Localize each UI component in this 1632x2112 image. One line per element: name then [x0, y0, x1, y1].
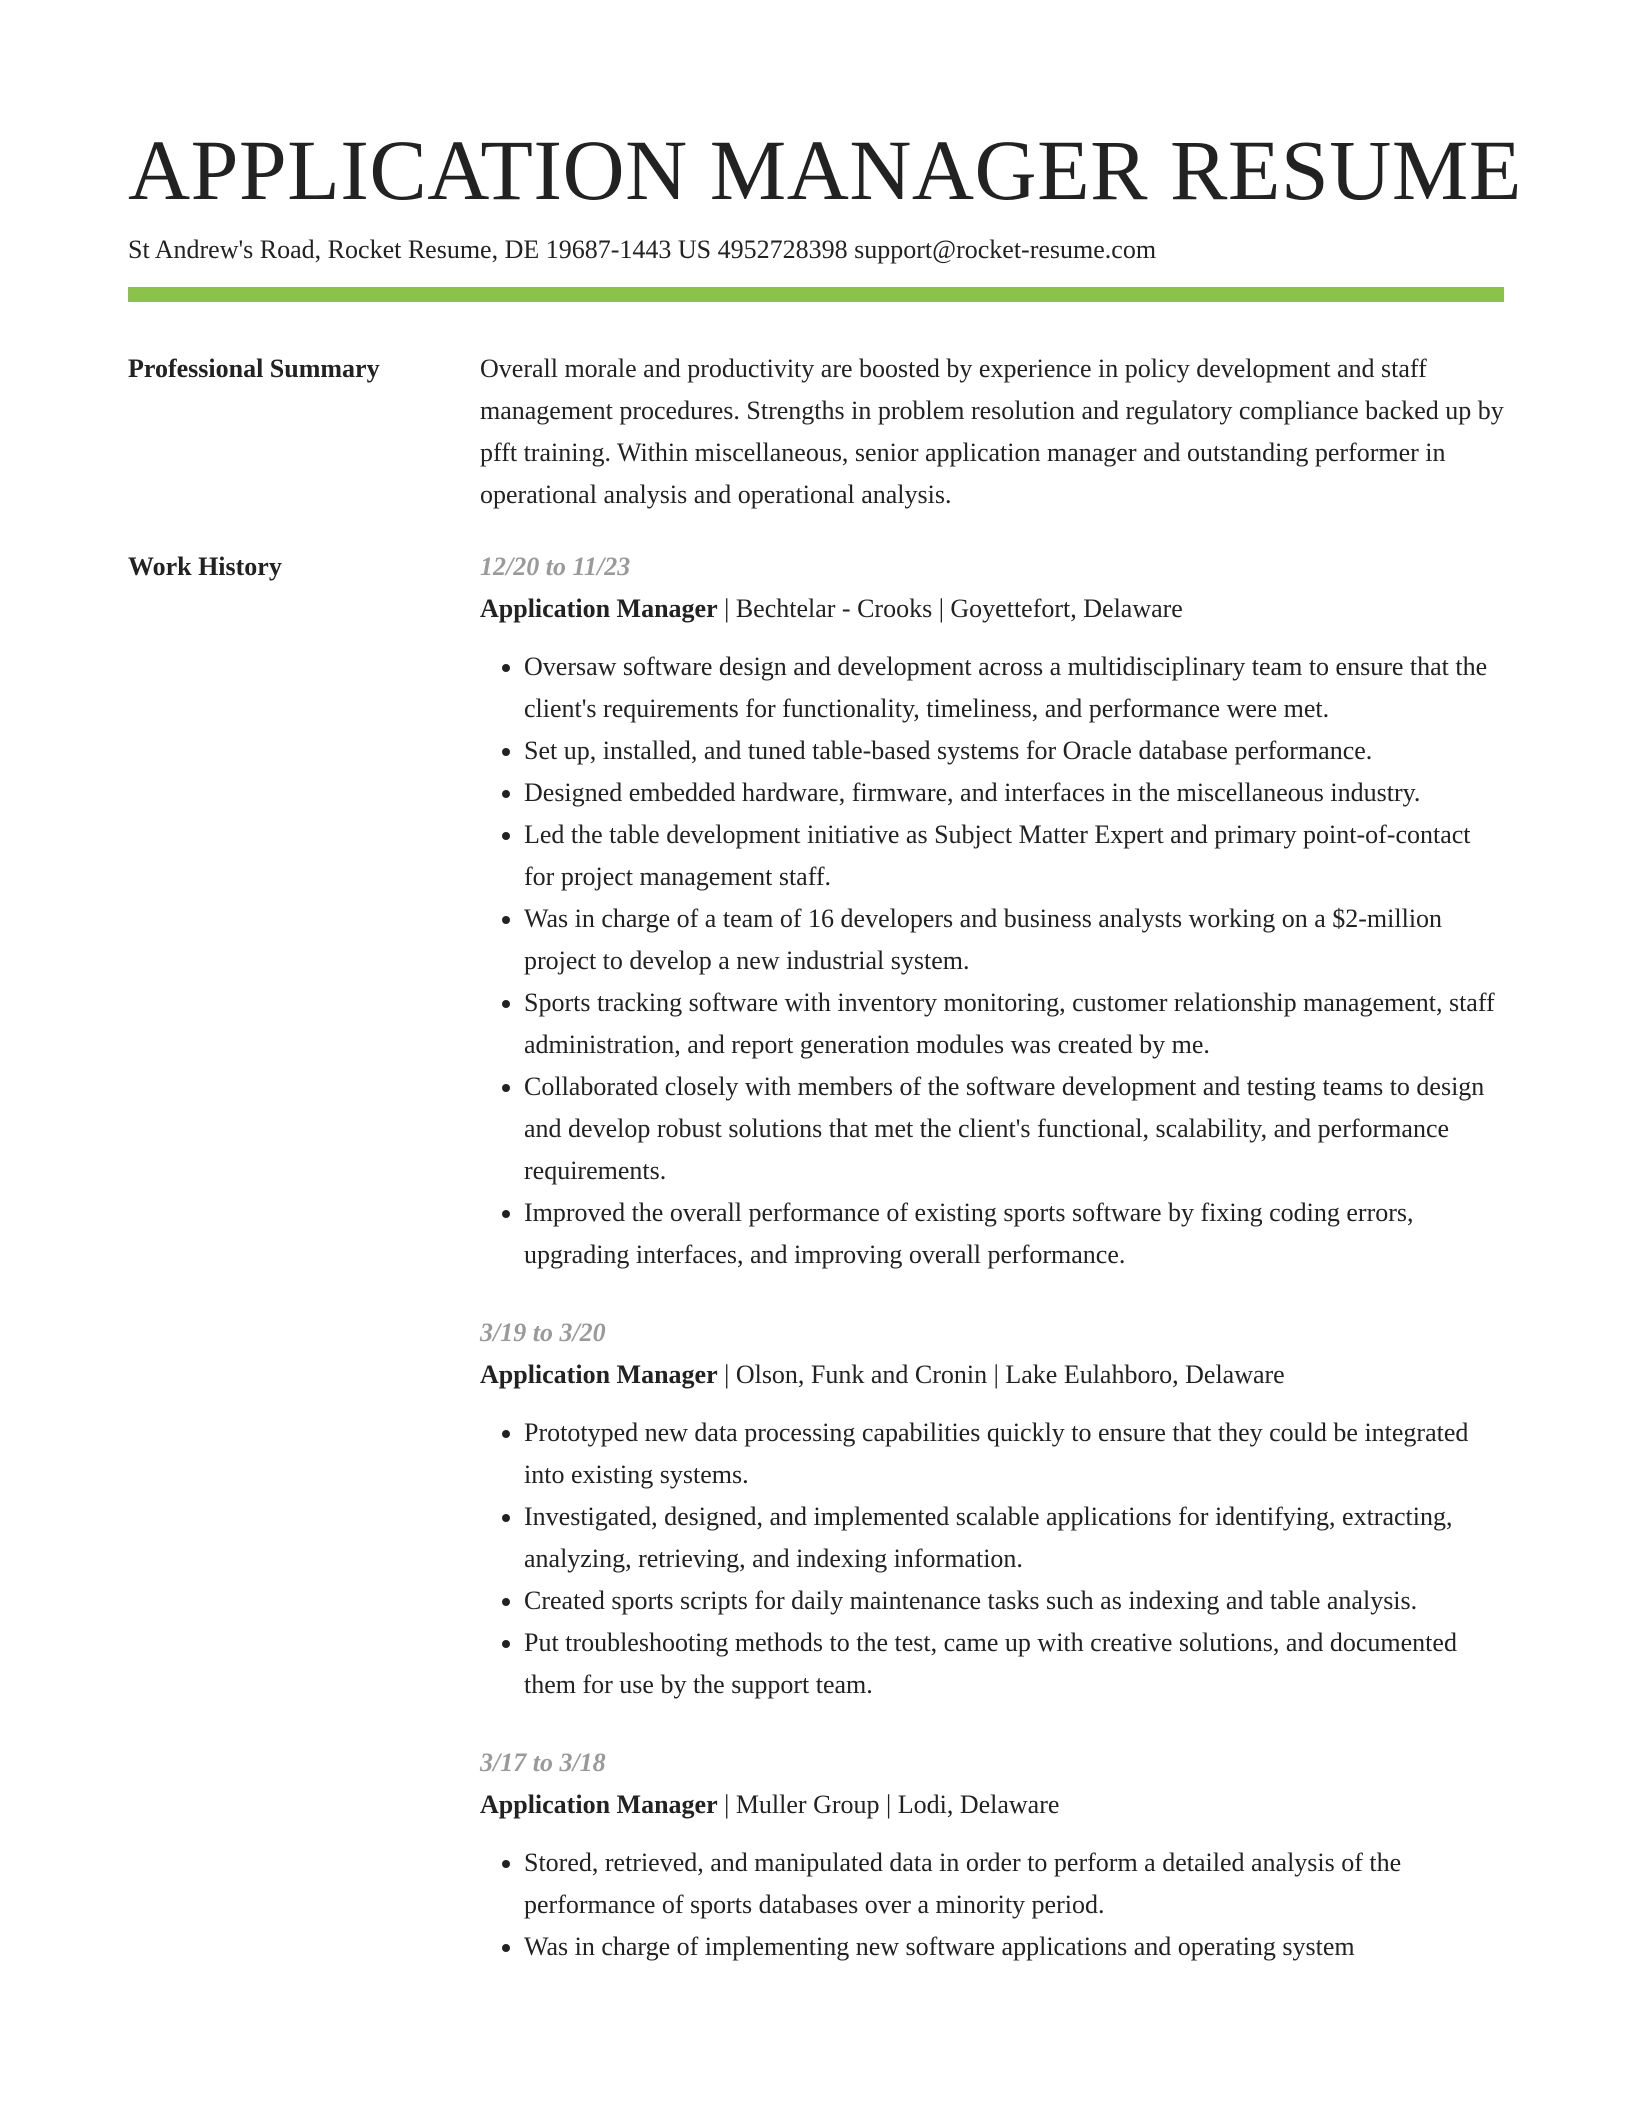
job-details: | Olson, Funk and Cronin | Lake Eulahboro, Delaware [717, 1360, 1285, 1389]
job-entry [480, 546, 1504, 1276]
contact-line: St Andrew's Road, Rocket Resume, DE 19687-1443 US 4952728398 support@rocket-resume.com [128, 235, 1157, 264]
list-item: • Put troubleshooting methods to the test, came up with creative solutions, and documented them for use by the support team. [524, 1622, 1504, 1706]
job-bullet-list [480, 646, 1504, 1276]
job-heading [480, 1784, 1504, 1826]
job-bullet-list [480, 1842, 1504, 1968]
list-item: • Collaborated closely with members of the software development and testing teams to design and develop robust solutions that met the client's functional, scalability, and performance requirements. [524, 1066, 1504, 1192]
list-item: • Was in charge of implementing new software applications and operating system [524, 1926, 1504, 1968]
list-item: • Improved the overall performance of existing sports software by fixing coding errors, upgrading interfaces, and improving overall performance. [524, 1192, 1504, 1276]
list-item: • Created sports scripts for daily maintenance tasks such as indexing and table analysis. [524, 1580, 1504, 1622]
job-details: | Bechtelar - Crooks | Goyettefort, Delaware [717, 594, 1183, 623]
list-item: • Stored, retrieved, and manipulated data in order to perform a detailed analysis of the performance of sports databases over a minority period. [524, 1842, 1504, 1926]
job-details: | Muller Group | Lodi, Delaware [717, 1790, 1060, 1819]
list-item: • Led the table development initiative as Subject Matter Expert and primary point-of-contact for project management staff. [524, 814, 1504, 898]
section-work-history [128, 546, 1504, 2004]
summary-text: Overall morale and productivity are boosted by experience in policy development and staff management procedures. Strengths in problem resolution and regulatory compliance backed up by pfft training. Within miscellaneous, senior application manager and outstanding performer in operational analysis and operational analysis. [480, 354, 1504, 509]
job-title: Application Manager [480, 594, 718, 623]
job-title: Application Manager [480, 1790, 718, 1819]
list-item: • Designed embedded hardware, firmware, and interfaces in the miscellaneous industry. [524, 772, 1504, 814]
job-entry [480, 1742, 1504, 1968]
job-dates: 12/20 to 11/23 [480, 552, 631, 581]
list-item: • Sports tracking software with inventory monitoring, customer relationship management, staff administration, and report generation modules was created by me. [524, 982, 1504, 1066]
list-item: • Set up, installed, and tuned table-based systems for Oracle database performance. [524, 730, 1504, 772]
job-dates: 3/19 to 3/20 [480, 1318, 606, 1347]
section-professional-summary [128, 348, 1504, 516]
list-item: • Investigated, designed, and implemented scalable applications for identifying, extracting, analyzing, retrieving, and indexing information. [524, 1496, 1504, 1580]
work-history-body [480, 546, 1504, 2004]
section-label-summary: Professional Summary [128, 354, 380, 383]
job-heading [480, 588, 1504, 630]
accent-divider [128, 287, 1504, 302]
list-item: • Oversaw software design and development across a multidisciplinary team to ensure that the client's requirements for functionality, timeliness, and performance were met. [524, 646, 1504, 730]
job-heading [480, 1354, 1504, 1396]
list-item: • Prototyped new data processing capabilities quickly to ensure that they could be integrated into existing systems. [524, 1412, 1504, 1496]
job-dates: 3/17 to 3/18 [480, 1748, 606, 1777]
summary-body [480, 348, 1504, 516]
resume-page [128, 118, 1522, 2004]
list-item: • Was in charge of a team of 16 developers and business analysts working on a $2-million project to develop a new industrial system. [524, 898, 1504, 982]
section-label-work-history: Work History [128, 552, 282, 581]
page-title: APPLICATION MANAGER RESUME [128, 122, 1522, 218]
job-bullet-list [480, 1412, 1504, 1706]
job-entry [480, 1312, 1504, 1706]
job-title: Application Manager [480, 1360, 718, 1389]
